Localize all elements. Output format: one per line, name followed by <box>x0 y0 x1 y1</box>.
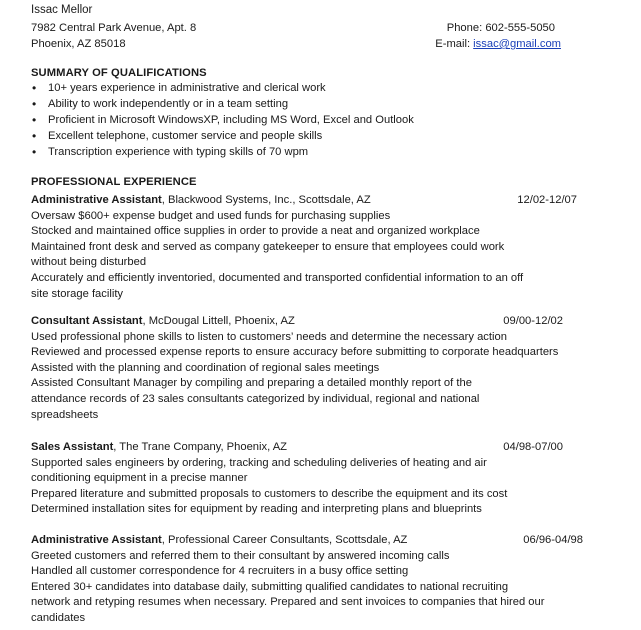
job-duty-line: site storage facility <box>31 287 124 300</box>
applicant-name: Issac Mellor <box>31 4 93 16</box>
job-header <box>31 193 577 209</box>
job-duties <box>31 330 563 424</box>
job-duty-line: Used professional phone skills to listen to customers’ needs and determine the necessary action <box>31 330 507 343</box>
job-dates: 12/02-12/07 <box>517 194 577 206</box>
summary-item: • Transcription experience with typing skills of 70 wpm <box>31 145 414 161</box>
job-position <box>31 314 295 330</box>
job-header <box>31 314 563 330</box>
address-line-1: 7982 Central Park Avenue, Apt. 8 <box>31 22 197 34</box>
job-header <box>31 533 583 549</box>
job-duty-line: conditioning equipment in a precise manner <box>31 472 248 485</box>
job-duty-line: spreadsheets <box>31 408 99 421</box>
summary-heading: SUMMARY OF QUALIFICATIONS <box>31 67 207 79</box>
job-duty-line: Assisted Consultant Manager by compiling and preparing a detailed monthly report of the <box>31 377 472 390</box>
email-link[interactable]: issac@gmail.com <box>473 38 561 50</box>
job-duty-line: Oversaw $600+ expense budget and used funds for purchasing supplies <box>31 209 391 222</box>
email-contact <box>435 37 561 53</box>
job-entry <box>31 314 563 423</box>
job-position <box>31 440 287 456</box>
job-entry <box>31 440 563 518</box>
job-duty-line: Assisted with the planning and coordination of regional sales meetings <box>31 361 380 374</box>
job-duty-line: Reviewed and processed expense reports to ensure accuracy before submitting to corporate headquarters <box>31 346 559 359</box>
job-duty-line: attendance records of 23 sales consultants categorized by individual, regional and national <box>31 392 480 405</box>
job-duty-line: candidates <box>31 611 86 624</box>
job-duties <box>31 456 563 518</box>
job-duty-line: Maintained front desk and served as company gatekeeper to ensure that employees could work <box>31 240 505 253</box>
job-title: Administrative Assistant <box>31 194 162 206</box>
job-company: , McDougal Littell, Phoenix, AZ <box>142 315 295 327</box>
job-duties <box>31 209 577 303</box>
job-duty-line: network and retyping resumes when necessary. Prepared and sent invoices to companies that hired our <box>31 596 545 609</box>
job-duty-line: Entered 30+ candidates into database daily, submitting qualified candidates to national recruiting <box>31 580 509 593</box>
email-label: E-mail: <box>435 38 474 50</box>
job-entry <box>31 533 583 627</box>
job-title: Administrative Assistant <box>31 534 162 546</box>
job-dates: 06/96-04/98 <box>523 534 583 546</box>
job-duty-line: Stocked and maintained office supplies in order to provide a neat and organized workplace <box>31 225 480 238</box>
job-duty-line: Handled all customer correspondence for 4 recruiters in a busy office setting <box>31 565 409 578</box>
job-dates: 09/00-12/02 <box>503 315 563 327</box>
job-duty-line: Determined installation sites for equipment by reading and interpreting plans and blueprints <box>31 503 482 516</box>
summary-item: • 10+ years experience in administrative and clerical work <box>31 81 414 97</box>
phone-number: Phone: 602-555-5050 <box>446 22 555 34</box>
contact-row-1 <box>31 21 561 37</box>
job-position <box>31 533 407 549</box>
job-company: , Blackwood Systems, Inc., Scottsdale, AZ <box>161 194 371 206</box>
job-company: , Professional Career Consultants, Scottsdale, AZ <box>161 534 408 546</box>
summary-list <box>31 81 414 161</box>
summary-item: • Proficient in Microsoft WindowsXP, including MS Word, Excel and Outlook <box>31 113 414 129</box>
job-title: Sales Assistant <box>31 441 114 453</box>
address-line-2: Phoenix, AZ 85018 <box>31 38 126 50</box>
job-entry <box>31 193 577 302</box>
job-duties <box>31 549 583 627</box>
job-duty-line: without being disturbed <box>31 256 147 269</box>
job-header <box>31 440 563 456</box>
job-duty-line: Prepared literature and submitted proposals to customers to describe the equipment and its cost <box>31 487 508 500</box>
experience-heading: PROFESSIONAL EXPERIENCE <box>31 176 197 188</box>
job-dates: 04/98-07/00 <box>503 441 563 453</box>
contact-row-2 <box>31 37 561 53</box>
summary-item: • Ability to work independently or in a team setting <box>31 97 414 113</box>
job-title: Consultant Assistant <box>31 315 143 327</box>
job-company: , The Trane Company, Phoenix, AZ <box>113 441 288 453</box>
job-duty-line: Greeted customers and referred them to their consultant by answered incoming calls <box>31 549 450 562</box>
job-duty-line: Supported sales engineers by ordering, tracking and scheduling deliveries of heating and air <box>31 456 487 469</box>
job-position <box>31 193 371 209</box>
job-duty-line: Accurately and efficiently inventoried, documented and transported confidential information to an off <box>31 271 524 284</box>
summary-item: • Excellent telephone, customer service and people skills <box>31 129 414 145</box>
